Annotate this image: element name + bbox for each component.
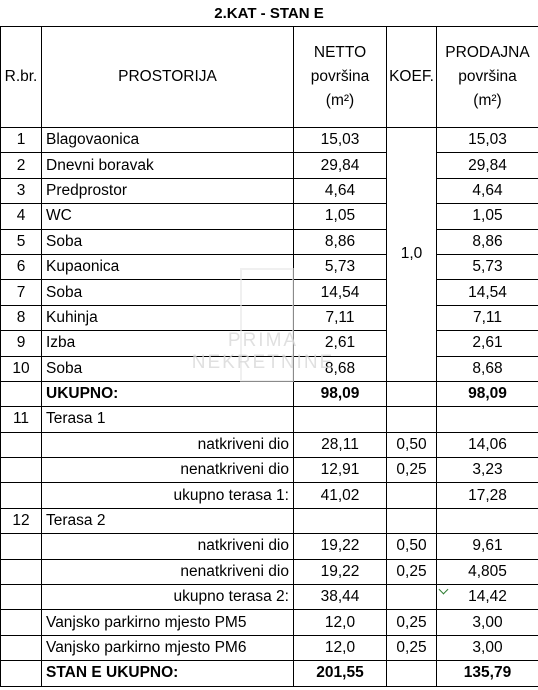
koef-value: 0,25: [387, 458, 437, 483]
area-table: [0, 26, 538, 687]
empty-cell: [1, 432, 42, 457]
empty-cell: [1, 610, 42, 635]
empty-cell: [1, 534, 42, 559]
row-number: 8: [1, 305, 42, 330]
table-row: [1, 229, 538, 254]
prodajna-value: 8,68: [437, 356, 538, 381]
empty-cell: [387, 381, 437, 406]
prodajna-value: 7,11: [437, 305, 538, 330]
table-row: [1, 432, 538, 457]
total-netto: 201,55: [294, 661, 387, 686]
table-row: [1, 280, 538, 305]
netto-value: 2,61: [294, 331, 387, 356]
subtotal-prodajna: 98,09: [437, 381, 538, 406]
table-row: [1, 635, 538, 660]
prodajna-value: 2,61: [437, 331, 538, 356]
room-name: Blagovaonica: [42, 128, 294, 153]
empty-cell: [1, 661, 42, 686]
koef-value: [387, 585, 437, 610]
table-row: [1, 153, 538, 178]
header-prodajna-line2: površina: [458, 68, 517, 85]
row-number: 12: [1, 508, 42, 533]
netto-value: 29,84: [294, 153, 387, 178]
row-number: 3: [1, 178, 42, 203]
prodajna-value: 1,05: [437, 204, 538, 229]
room-name: Soba: [42, 356, 294, 381]
empty-cell: [387, 508, 437, 533]
header-prodajna-line1: PRODAJNA: [445, 44, 530, 61]
prodajna-value: 8,86: [437, 229, 538, 254]
table-row: [1, 585, 538, 610]
header-prodajna: [437, 27, 538, 128]
empty-cell: [437, 508, 538, 533]
netto-value: 8,86: [294, 229, 387, 254]
table-row: [1, 331, 538, 356]
empty-cell: [387, 661, 437, 686]
koef-value: 0,50: [387, 432, 437, 457]
terasa-part-label: nenatkriveni dio: [42, 458, 294, 483]
netto-value: 12,91: [294, 458, 387, 483]
rooms-koef: 1,0: [387, 128, 437, 382]
netto-value: 12,0: [294, 610, 387, 635]
terasa-part-label: nenatkriveni dio: [42, 559, 294, 584]
prodajna-value: 3,00: [437, 610, 538, 635]
netto-value: 8,68: [294, 356, 387, 381]
prodajna-value: 17,28: [437, 483, 538, 508]
table-row: [1, 305, 538, 330]
koef-value: 0,25: [387, 610, 437, 635]
subtotal-row: [1, 381, 538, 406]
terasa2-name: Terasa 2: [42, 508, 294, 533]
empty-cell: [1, 559, 42, 584]
empty-cell: [1, 585, 42, 610]
prodajna-value: 4,64: [437, 178, 538, 203]
subtotal-label: UKUPNO:: [42, 381, 294, 406]
table-header-row: [1, 27, 538, 128]
row-number: 5: [1, 229, 42, 254]
prodajna-value: 3,00: [437, 635, 538, 660]
header-netto-unit: (m²): [325, 92, 355, 109]
prodajna-value: 14,42: [437, 585, 538, 610]
netto-value: 12,0: [294, 635, 387, 660]
row-number: 11: [1, 407, 42, 432]
prodajna-value: 14,54: [437, 280, 538, 305]
total-label: STAN E UKUPNO:: [42, 661, 294, 686]
table-row: [1, 204, 538, 229]
subtotal-netto: 98,09: [294, 381, 387, 406]
prodajna-value: 3,23: [437, 458, 538, 483]
room-name: Dnevni boravak: [42, 153, 294, 178]
netto-value: 19,22: [294, 534, 387, 559]
netto-value: 19,22: [294, 559, 387, 584]
netto-value: 41,02: [294, 483, 387, 508]
room-name: Kupaonica: [42, 254, 294, 279]
table-row: [1, 254, 538, 279]
empty-cell: [387, 407, 437, 432]
total-prodajna: 135,79: [437, 661, 538, 686]
prodajna-value: 5,73: [437, 254, 538, 279]
prodajna-value: 4,805: [437, 559, 538, 584]
header-koef: KOEF.: [387, 27, 437, 128]
header-netto-line1: NETTO: [313, 44, 367, 61]
koef-value: 0,50: [387, 534, 437, 559]
terasa2-row: [1, 508, 538, 533]
netto-value: 1,05: [294, 204, 387, 229]
header-netto-line2: površina: [310, 68, 370, 85]
empty-cell: [294, 407, 387, 432]
table-row: [1, 178, 538, 203]
header-prostorija: PROSTORIJA: [42, 27, 294, 128]
terasa-total-label: ukupno terasa 2:: [42, 585, 294, 610]
row-number: 4: [1, 204, 42, 229]
table-row: [1, 559, 538, 584]
empty-cell: [1, 381, 42, 406]
terasa-part-label: natkriveni dio: [42, 432, 294, 457]
row-number: 1: [1, 128, 42, 153]
page-title: 2.KAT - STAN E: [214, 5, 324, 22]
netto-value: 28,11: [294, 432, 387, 457]
room-name: Soba: [42, 229, 294, 254]
koef-value: 0,25: [387, 635, 437, 660]
netto-value: 15,03: [294, 128, 387, 153]
watermark-line2: NEKRETNINE: [191, 352, 335, 373]
empty-cell: [1, 483, 42, 508]
room-name: WC: [42, 204, 294, 229]
table-row: [1, 356, 538, 381]
row-number: 6: [1, 254, 42, 279]
prodajna-value: 9,61: [437, 534, 538, 559]
prodajna-value: 15,03: [437, 128, 538, 153]
parking-label: Vanjsko parkirno mjesto PM6: [42, 635, 294, 660]
room-name: Kuhinja: [42, 305, 294, 330]
empty-cell: [437, 407, 538, 432]
parking-label: Vanjsko parkirno mjesto PM5: [42, 610, 294, 635]
terasa1-row: [1, 407, 538, 432]
prodajna-value: 29,84: [437, 153, 538, 178]
netto-value: 7,11: [294, 305, 387, 330]
netto-value: 5,73: [294, 254, 387, 279]
header-rbr: R.br.: [1, 27, 42, 128]
room-name: Predprostor: [42, 178, 294, 203]
total-row: [1, 661, 538, 686]
empty-cell: [1, 635, 42, 660]
terasa-part-label: natkriveni dio: [42, 534, 294, 559]
table-row: [1, 610, 538, 635]
header-prodajna-unit: (m²): [473, 92, 502, 109]
terasa-total-label: ukupno terasa 1:: [42, 483, 294, 508]
room-name: Soba: [42, 280, 294, 305]
table-row: [1, 128, 538, 153]
table-row: [1, 483, 538, 508]
empty-cell: [294, 508, 387, 533]
table-row: [1, 458, 538, 483]
netto-value: 38,44: [294, 585, 387, 610]
row-number: 7: [1, 280, 42, 305]
row-number: 9: [1, 331, 42, 356]
netto-value: 4,64: [294, 178, 387, 203]
header-netto: [294, 27, 387, 128]
row-number: 10: [1, 356, 42, 381]
koef-value: 0,25: [387, 559, 437, 584]
table-row: [1, 534, 538, 559]
netto-value: 14,54: [294, 280, 387, 305]
watermark-line1: PRIMA: [227, 330, 299, 351]
empty-cell: [1, 458, 42, 483]
row-number: 2: [1, 153, 42, 178]
terasa1-name: Terasa 1: [42, 407, 294, 432]
prodajna-value: 14,06: [437, 432, 538, 457]
koef-value: [387, 483, 437, 508]
room-name: Izba: [42, 331, 294, 356]
